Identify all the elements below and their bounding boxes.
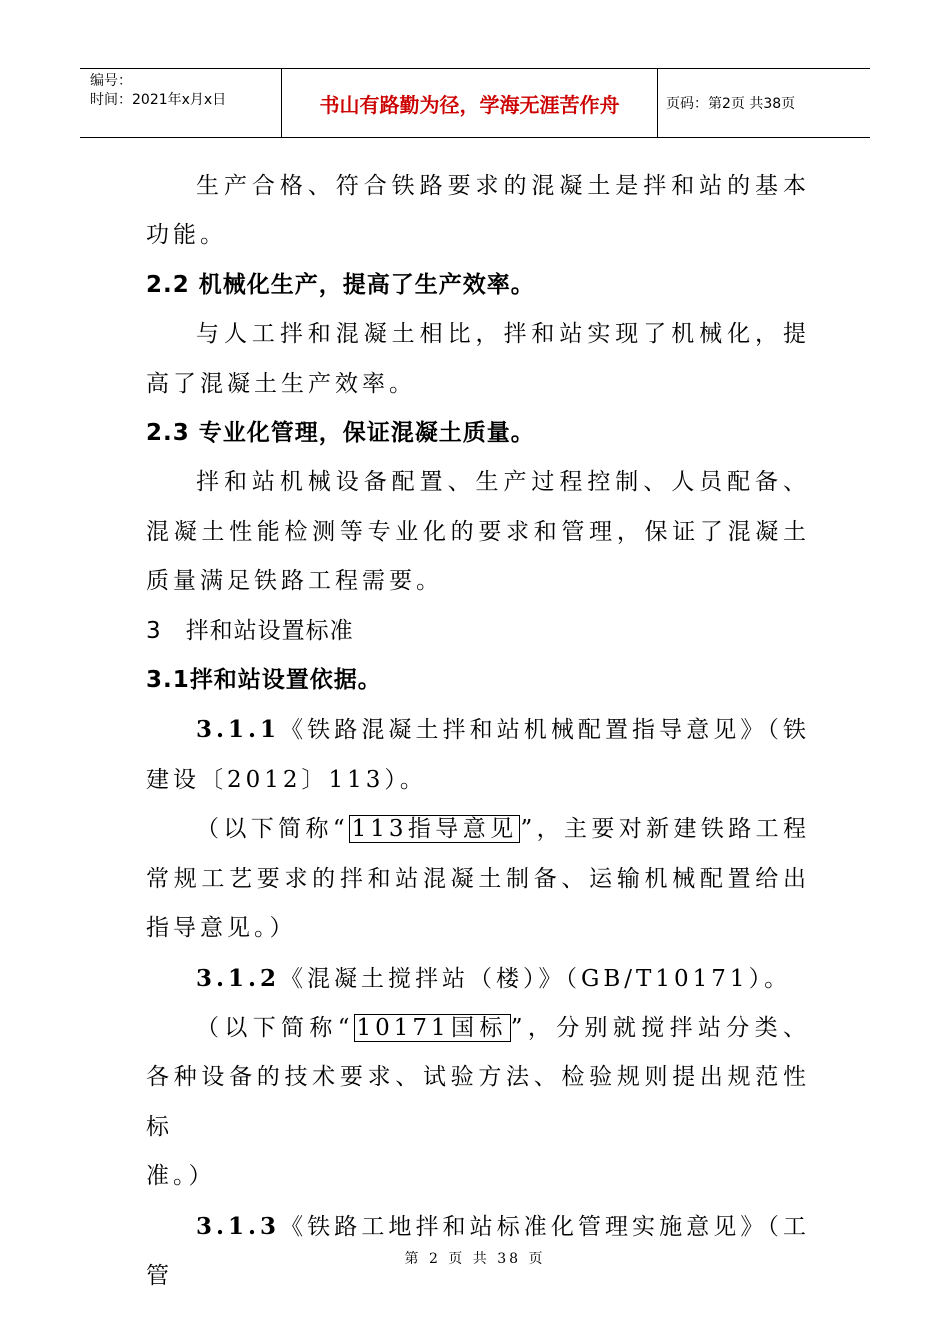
boxed-term: 113指导意见 [349, 815, 521, 843]
note-text: ”，主要对新建铁路工程常规工艺要求的拌和站混凝土制备、运输机械配置给出指导意见。） [146, 816, 810, 942]
header-motto: 书山有路勤为径，学海无涯苦作舟 [282, 69, 658, 137]
item-text: 《铁路混凝土拌和站机械配置指导意见》（铁建设〔2012〕113）。 [146, 717, 810, 793]
code-label: 编号： [90, 73, 132, 89]
header-page-info: 页码：第2页 共38页 [666, 96, 796, 112]
paragraph: 生产合格、符合铁路要求的混凝土是拌和站的基本功能。 [146, 173, 810, 249]
page-header [80, 68, 870, 138]
list-item [146, 705, 810, 805]
paragraph: 准。） [146, 1163, 216, 1190]
paragraph: 拌和站机械设备配置、生产过程控制、人员配备、混凝土性能检测等专业化的要求和管理，保证了混凝土质量满足铁路工程需要。 [146, 469, 810, 595]
time-label: 时间：2021年x月x日 [90, 92, 227, 108]
item-number: 3.1.3 [196, 1212, 281, 1240]
section-heading: 2.2 机械化生产，提高了生产效率。 [146, 271, 535, 298]
item-text: 《混凝土搅拌站（楼）》（GB/T10171）。 [280, 965, 792, 992]
section-heading: 3 拌和站设置标准 [146, 617, 354, 644]
header-meta [80, 69, 282, 137]
paragraph [146, 1004, 810, 1152]
document-body [146, 162, 810, 1301]
note-text: （以下简称“ [196, 1014, 354, 1041]
note-text: （以下简称“ [196, 816, 349, 843]
list-item [146, 954, 810, 1004]
item-number: 3.1.1 [196, 716, 281, 744]
boxed-term: 10171国标 [354, 1014, 511, 1042]
section-heading: 3.1拌和站设置依据。 [146, 667, 382, 694]
item-number: 3.1.2 [196, 964, 281, 992]
note-text: ”，分别就搅拌站分类、各种设备的技术要求、试验方法、检验规则提出规范性标 [146, 1014, 810, 1140]
paragraph [146, 805, 810, 953]
page-footer: 第 2 页 共 38 页 [404, 1251, 546, 1267]
section-heading: 2.3 专业化管理，保证混凝土质量。 [146, 420, 535, 447]
paragraph: 与人工拌和混凝土相比，拌和站实现了机械化，提高了混凝土生产效率。 [146, 321, 810, 397]
item-text: 《铁路工地拌和站标准化管理实施意见》（工管 [146, 1213, 810, 1289]
